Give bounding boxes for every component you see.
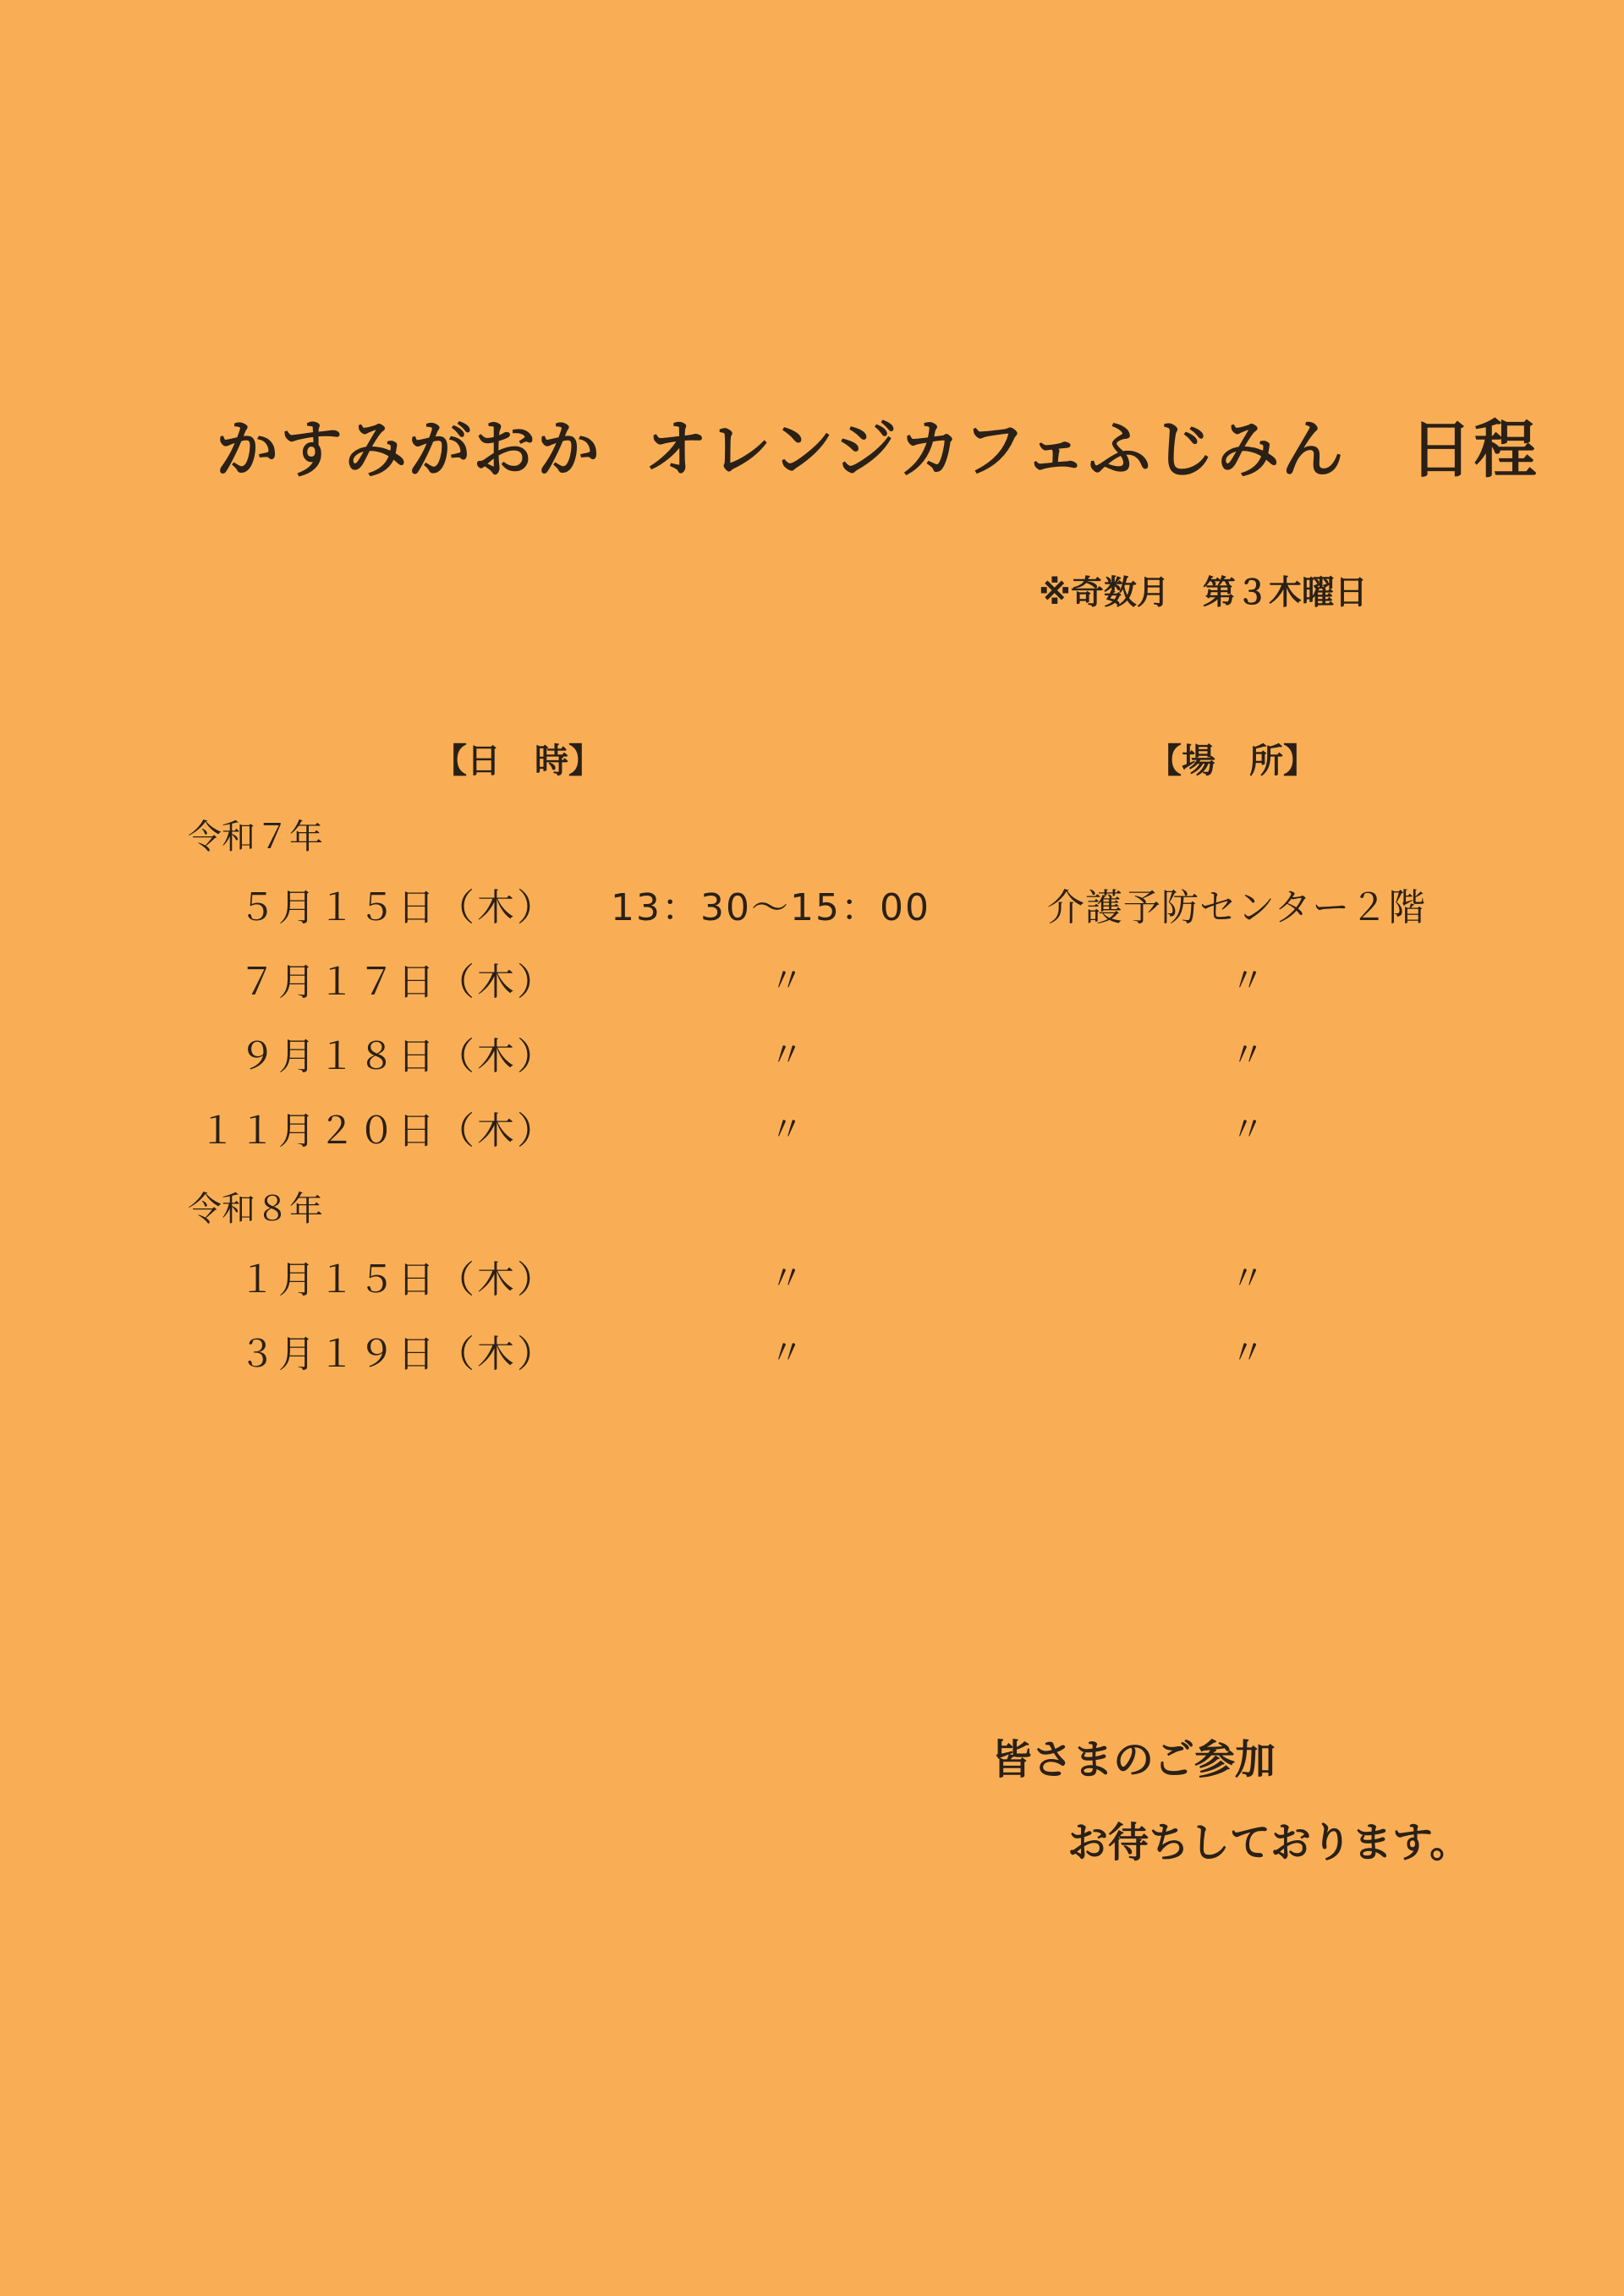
schedule-note: ※奇数月 第３木曜日 bbox=[1039, 574, 1368, 612]
schedule-row bbox=[0, 961, 1624, 1015]
schedule-time: 〃 bbox=[770, 1259, 805, 1298]
closing-message-line1: 皆さまのご参加 bbox=[991, 1736, 1276, 1784]
year-label-r7: 令和７年 bbox=[188, 818, 323, 857]
schedule-time: 〃 bbox=[770, 962, 805, 1000]
schedule-date: １月１５日（木） bbox=[239, 1258, 557, 1301]
column-header-place: 【場 所】 bbox=[1148, 742, 1317, 781]
year-label-r8: 令和８年 bbox=[188, 1190, 323, 1229]
schedule-date: ７月１７日（木） bbox=[239, 961, 557, 1004]
page-title-location: かすみがおか bbox=[216, 414, 601, 486]
schedule-time: 13：30～15：00 bbox=[611, 886, 930, 929]
schedule-place: 〃 bbox=[1231, 1334, 1265, 1373]
schedule-place: 〃 bbox=[1231, 962, 1265, 1000]
schedule-row bbox=[0, 1035, 1624, 1089]
closing-message-line2: お待ちしております。 bbox=[1067, 1819, 1471, 1866]
schedule-place: 〃 bbox=[1231, 1036, 1265, 1075]
schedule-date: ５月１５日（木） bbox=[239, 886, 557, 929]
schedule-place: 〃 bbox=[1231, 1259, 1265, 1298]
schedule-row bbox=[0, 1258, 1624, 1312]
schedule-place: 〃 bbox=[1231, 1110, 1265, 1149]
schedule-time: 〃 bbox=[770, 1036, 805, 1075]
schedule-row bbox=[0, 886, 1624, 940]
schedule-date: ３月１９日（木） bbox=[239, 1333, 557, 1376]
schedule-time: 〃 bbox=[770, 1110, 805, 1149]
schedule-date: １１月２０日（木） bbox=[199, 1110, 557, 1153]
schedule-row bbox=[0, 1110, 1624, 1164]
column-header-date: 【日 時】 bbox=[433, 742, 602, 781]
schedule-date: ９月１８日（木） bbox=[239, 1035, 557, 1078]
page-title-event: オレンジカフェふじみん 日程 bbox=[645, 414, 1539, 486]
schedule-place: 介護予防センター２階 bbox=[1047, 886, 1427, 929]
schedule-time: 〃 bbox=[770, 1334, 805, 1373]
schedule-row bbox=[0, 1333, 1624, 1387]
